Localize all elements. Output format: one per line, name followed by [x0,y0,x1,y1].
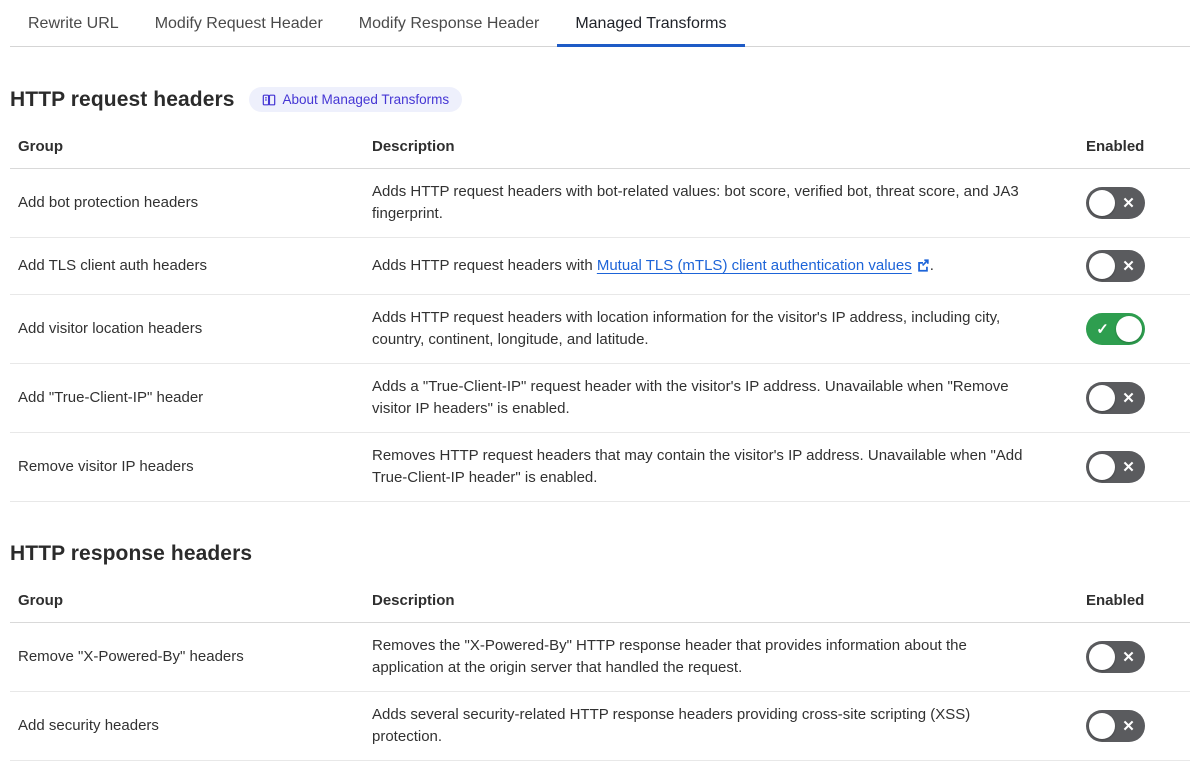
column-group: Group [18,138,63,155]
tab-bar [10,0,1190,47]
x-icon: ✕ [1122,648,1135,666]
description-cell: Adds HTTP request headers with bot-related values: bot score, verified bot, threat score, and JA3 fingerprint. [372,183,1019,222]
description-cell: Adds several security-related HTTP response headers providing cross-site scripting (XSS) protection. [372,706,971,745]
enabled-toggle[interactable] [1086,641,1145,673]
tab-managed-transforms[interactable]: Managed Transforms [557,0,744,46]
request-headers-section [10,87,1190,502]
column-description: Description [372,592,455,609]
description-cell: Removes HTTP request headers that may contain the visitor's IP address. Unavailable when "Add True-Client-IP header" is enabled. [372,447,1023,486]
tab-modify-request-header[interactable]: Modify Request Header [154,15,323,32]
x-icon: ✕ [1122,389,1135,407]
enabled-toggle[interactable] [1086,250,1145,282]
x-icon: ✕ [1122,257,1135,275]
table-row [10,295,1190,364]
toggle-knob [1089,454,1115,480]
table-header [10,128,1190,169]
group-cell: Add bot protection headers [18,194,199,211]
badge-label: About Managed Transforms [282,92,450,107]
tab-rewrite-url[interactable]: Rewrite URL [28,15,119,32]
toggle-knob [1089,253,1115,279]
table-body [10,169,1190,502]
group-cell: Add "True-Client-IP" header [18,389,204,406]
table-row [10,623,1190,692]
section-title: HTTP response headers [10,542,253,565]
section-title: HTTP request headers [10,87,235,111]
group-cell: Add visitor location headers [18,320,203,337]
toggle-knob [1089,385,1115,411]
table-row [10,692,1190,761]
description-cell: Adds HTTP request headers with location information for the visitor's IP address, including city, country, continent, longitude, and latitude. [372,309,1001,348]
table-row [10,169,1190,238]
enabled-cell [1060,370,1182,426]
description-cell: Adds HTTP request headers with Mutual TLS (mTLS) client authentication values . [372,257,934,274]
external-link-icon [916,258,930,272]
enabled-cell [1060,238,1182,294]
description-cell: Removes the "X-Powered-By" HTTP response header that provides information about the application at the origin server that handled the request. [372,637,967,676]
enabled-toggle[interactable] [1086,710,1145,742]
toggle-knob [1089,190,1115,216]
x-icon: ✕ [1122,717,1135,735]
table-row [10,433,1190,502]
column-enabled: Enabled [1086,138,1145,155]
response-headers-section [10,542,1190,761]
enabled-toggle[interactable] [1086,382,1145,414]
toggle-knob [1116,316,1142,342]
table-row [10,238,1190,295]
enabled-cell [1060,301,1182,357]
toggle-knob [1089,713,1115,739]
table-body [10,623,1190,761]
open-book-icon [262,93,276,107]
x-icon: ✕ [1122,458,1135,476]
enabled-cell [1060,698,1182,754]
x-icon: ✕ [1122,194,1135,212]
description-link[interactable]: Mutual TLS (mTLS) client authentication values [596,257,912,274]
enabled-toggle[interactable] [1086,187,1145,219]
table-header [10,582,1190,623]
column-enabled: Enabled [1086,592,1145,609]
table-row [10,364,1190,433]
group-cell: Add security headers [18,717,159,734]
enabled-cell [1060,439,1182,495]
enabled-cell [1060,175,1182,231]
toggle-knob [1089,644,1115,670]
enabled-toggle[interactable] [1086,451,1145,483]
column-description: Description [372,138,455,155]
description-cell: Adds a "True-Client-IP" request header with the visitor's IP address. Unavailable when "Remove visitor IP headers" is enabled. [372,378,1009,417]
enabled-toggle[interactable] [1086,313,1145,345]
check-icon: ✓ [1096,320,1109,338]
group-cell: Remove "X-Powered-By" headers [18,648,244,665]
about-managed-transforms-badge[interactable] [249,87,463,112]
column-group: Group [18,592,63,609]
tab-modify-response-header[interactable]: Modify Response Header [358,15,540,32]
group-cell: Remove visitor IP headers [18,458,194,475]
group-cell: Add TLS client auth headers [18,257,208,274]
enabled-cell [1060,629,1182,685]
